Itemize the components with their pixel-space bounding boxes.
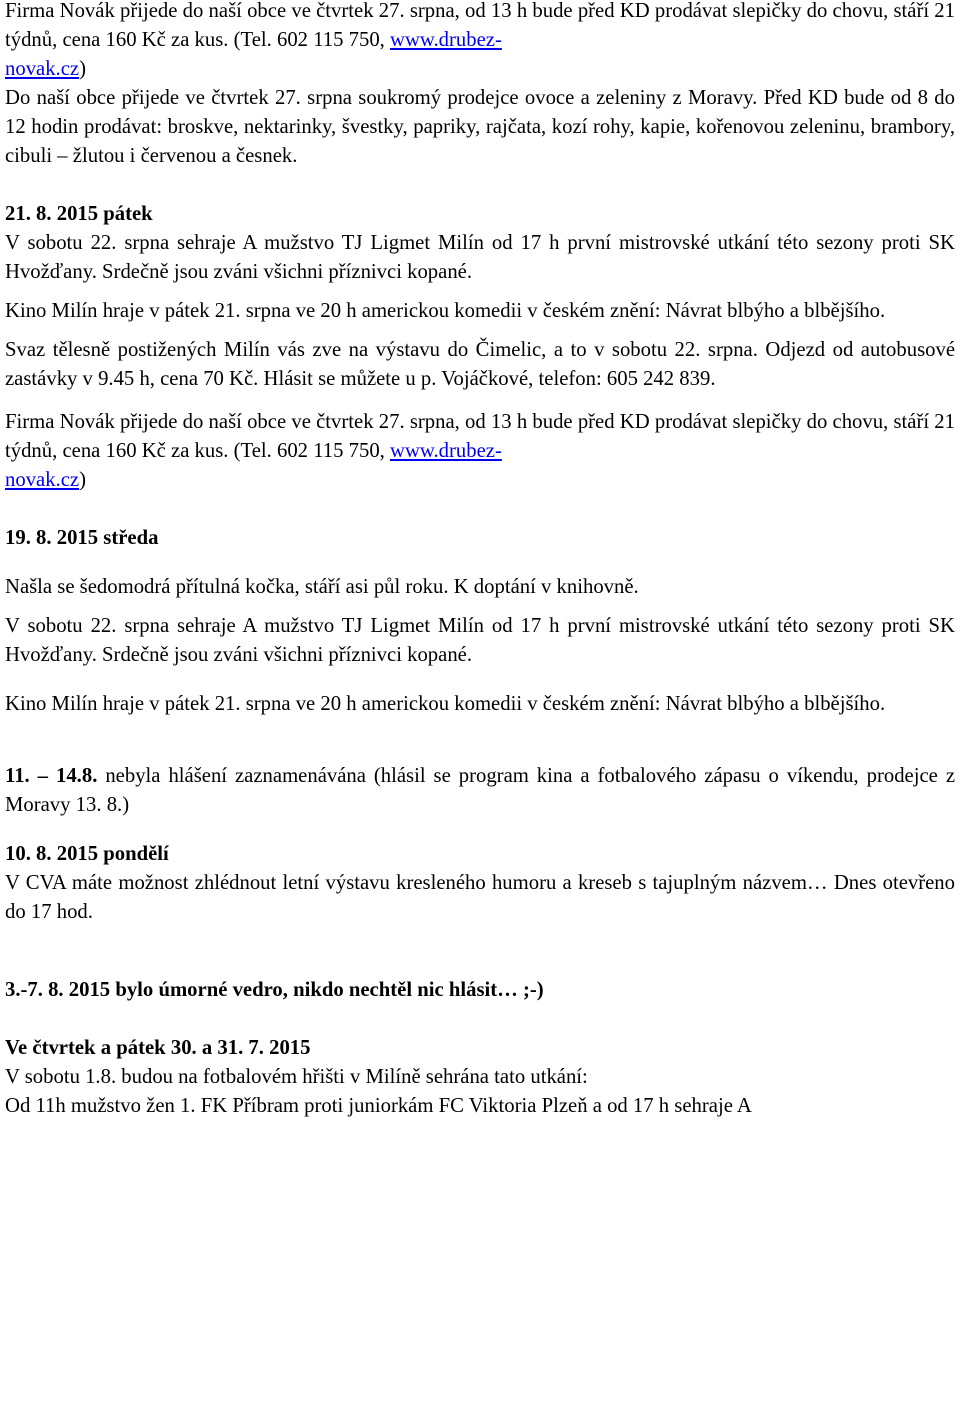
date-heading: 3.-7. 8. 2015 bylo úmorné vedro, nikdo nechtěl nic hlásit… ;-) <box>5 979 544 1001</box>
drubez-novak-link[interactable]: www.drubez- novak.cz <box>5 440 502 491</box>
announcement-suffix: ) <box>79 469 86 491</box>
announcement-suffix: ) <box>79 58 86 80</box>
announcement-fotbal: V sobotu 22. srpna sehraje A mužstvo TJ Ligmet Milín od 17 h první mistrovské utkání této sezony proti SK Hvožďany. Srdečně jsou zváni všichni příznivci kopané. <box>5 615 955 666</box>
date-heading: 10. 8. 2015 pondělí <box>5 843 169 865</box>
announcement-kino: Kino Milín hraje v pátek 21. srpna ve 20 h americkou komedii v českém znění: Návrat blbýho a blbějšího. <box>5 693 886 715</box>
announcement-kocka: Našla se šedomodrá přítulná kočka, stáří asi půl roku. K doptání v knihovně. <box>5 576 639 598</box>
announcement-sobota: V sobotu 1.8. budou na fotbalovém hřišti v Milíně sehrána tato utkání: <box>5 1066 588 1088</box>
date-heading: 21. 8. 2015 pátek <box>5 203 153 225</box>
drubez-novak-link[interactable]: www.drubez- novak.cz <box>5 29 502 80</box>
announcement-fotbal: V sobotu 22. srpna sehraje A mužstvo TJ Ligmet Milín od 17 h první mistrovské utkání této sezony proti SK Hvožďany. Srdečně jsou zváni všichni příznivci kopané. <box>5 232 955 283</box>
date-heading: 11. – 14.8. <box>5 765 98 787</box>
date-heading: Ve čtvrtek a pátek 30. a 31. 7. 2015 <box>5 1037 311 1059</box>
date-heading: 19. 8. 2015 středa <box>5 527 159 549</box>
announcement-text: Firma Novák přijede do naší obce ve čtvrtek 27. srpna, od 13 h bude před KD prodávat slepičky do chovu, stáří 21 týdnů, cena 160 Kč za kus. (Tel. 602 115 750, <box>5 411 955 462</box>
announcement-text: Firma Novák přijede do naší obce ve čtvrtek 27. srpna, od 13 h bude před KD prodávat slepičky do chovu, stáří 21 týdnů, cena 160 Kč za kus. (Tel. 602 115 750, <box>5 0 955 51</box>
announcement-nebyla <box>5 762 955 820</box>
announcement-firma-novak <box>5 408 955 495</box>
announcement-text: nebyla hlášení zaznamenávána (hlásil se program kina a fotbalového zápasu o víkendu, prodejce z Moravy 13. 8.) <box>5 765 955 816</box>
announcement-utkani: Od 11h mužstvo žen 1. FK Příbram proti juniorkám FC Viktoria Plzeň a od 17 h sehraje A <box>5 1095 752 1117</box>
announcement-cva: V CVA máte možnost zhlédnout letní výstavu kresleného humoru a kreseb s tajuplným názvem… Dnes otevřeno do 17 hod. <box>5 872 955 923</box>
announcement-ovoce: Do naší obce přijede ve čtvrtek 27. srpna soukromý prodejce ovoce a zeleniny z Moravy. Před KD bude od 8 do 12 hodin prodávat: broskve, nektarinky, švestky, papriky, rajčata, kozí rohy, kapie, kořenovou zeleninu, brambory, cibuli – žlutou i červenou a česnek. <box>5 87 955 167</box>
announcement-svaz: Svaz tělesně postižených Milín vás zve na výstavu do Čimelic, a to v sobotu 22. srpna. Odjezd od autobusové zastávky v 9.45 h, cena 70 Kč. Hlásit se můžete u p. Vojáčkové, telefon: 605 242 839. <box>5 339 955 390</box>
announcement-firma-novak <box>5 0 955 84</box>
announcements-document <box>5 0 955 1121</box>
announcement-kino: Kino Milín hraje v pátek 21. srpna ve 20 h americkou komedii v českém znění: Návrat blbýho a blbějšího. <box>5 300 886 322</box>
